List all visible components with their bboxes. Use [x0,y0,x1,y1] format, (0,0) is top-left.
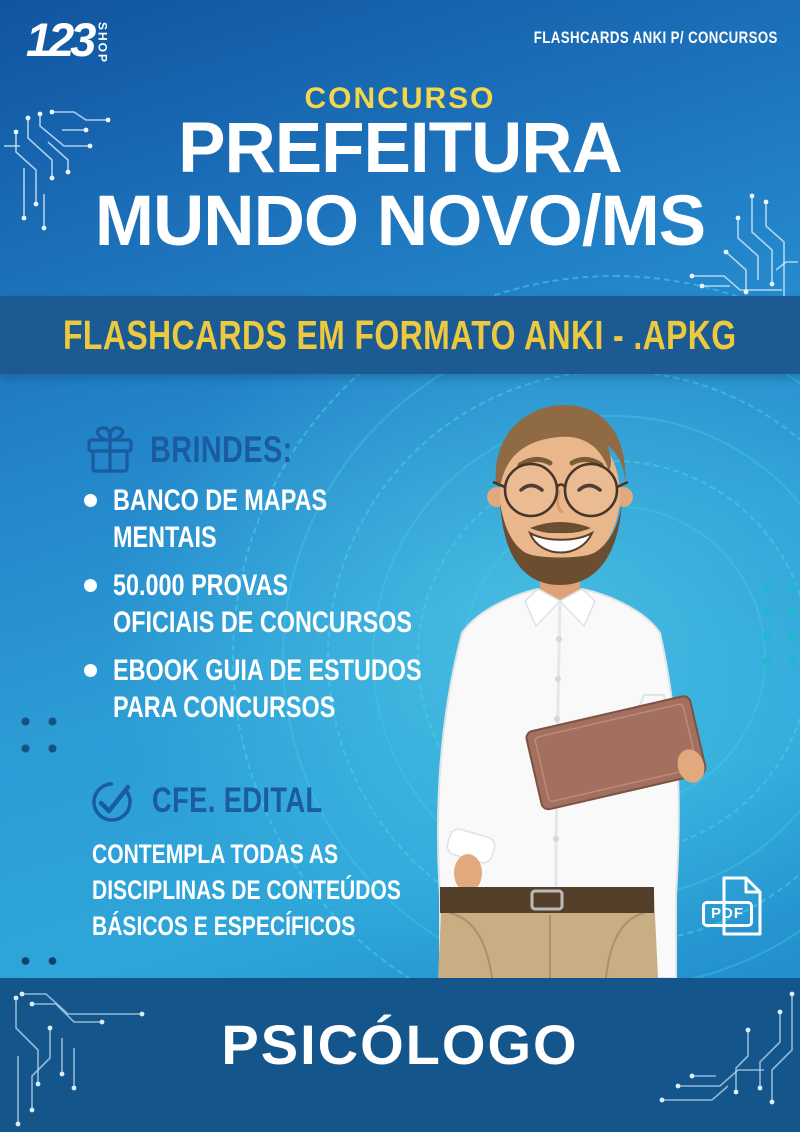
dot-grid-right [752,572,800,672]
dot-grid-left [8,704,62,758]
kicker: CONCURSO [304,82,496,115]
list-item-line: OFICIAIS DE CONCURSOS [113,606,413,639]
edital-heading-label: CFE. EDITAL [152,781,323,820]
dot-grid-left-lower [8,944,62,970]
edital-line: BÁSICOS E ESPECÍFICOS [92,911,356,941]
gift-icon [84,424,136,476]
title-line-2: MUNDO NOVO/MS [94,182,706,261]
pdf-file-icon [702,872,772,942]
brand-logo-shop: SHOP [95,22,110,65]
role-title: PSICÓLOGO [221,1013,579,1076]
brand-logo [26,14,109,66]
man-head [487,405,633,585]
pdf-label: PDF [702,901,753,927]
list-item-line: PARA CONCURSOS [113,691,336,724]
edital-line: DISCIPLINAS DE CONTEÚDOS [92,875,401,905]
list-item [84,567,509,641]
list-item [84,652,509,726]
bullet-dot [84,664,97,677]
brand-logo-number: 123 [26,13,93,66]
format-banner [0,296,800,374]
footer-band [0,978,800,1132]
brindes-section-heading [84,424,333,476]
top-right-label-text: FLASHCARDS ANKI P/ CONCURSOS [534,28,778,47]
brindes-heading-label: BRINDES: [150,429,293,470]
bullet-dot [84,579,97,592]
brindes-list [84,482,509,737]
list-item [84,482,509,556]
list-item-line: MENTAIS [113,521,217,554]
format-banner-text: FLASHCARDS EM FORMATO ANKI - .APKG [63,311,737,358]
bullet-dot [84,494,97,507]
edital-section-heading [88,776,371,826]
list-item-line: EBOOK GUIA DE ESTUDOS [113,654,422,687]
title-line-1: PREFEITURA [178,109,622,188]
list-item-line: 50.000 PROVAS [113,569,289,602]
list-item-line: BANCO DE MAPAS [113,484,328,517]
edital-line: CONTEMPLA TODAS AS [92,839,339,869]
edital-description [92,836,488,944]
check-circle-icon [88,776,138,826]
top-right-label [465,28,778,48]
page-title [0,109,800,261]
